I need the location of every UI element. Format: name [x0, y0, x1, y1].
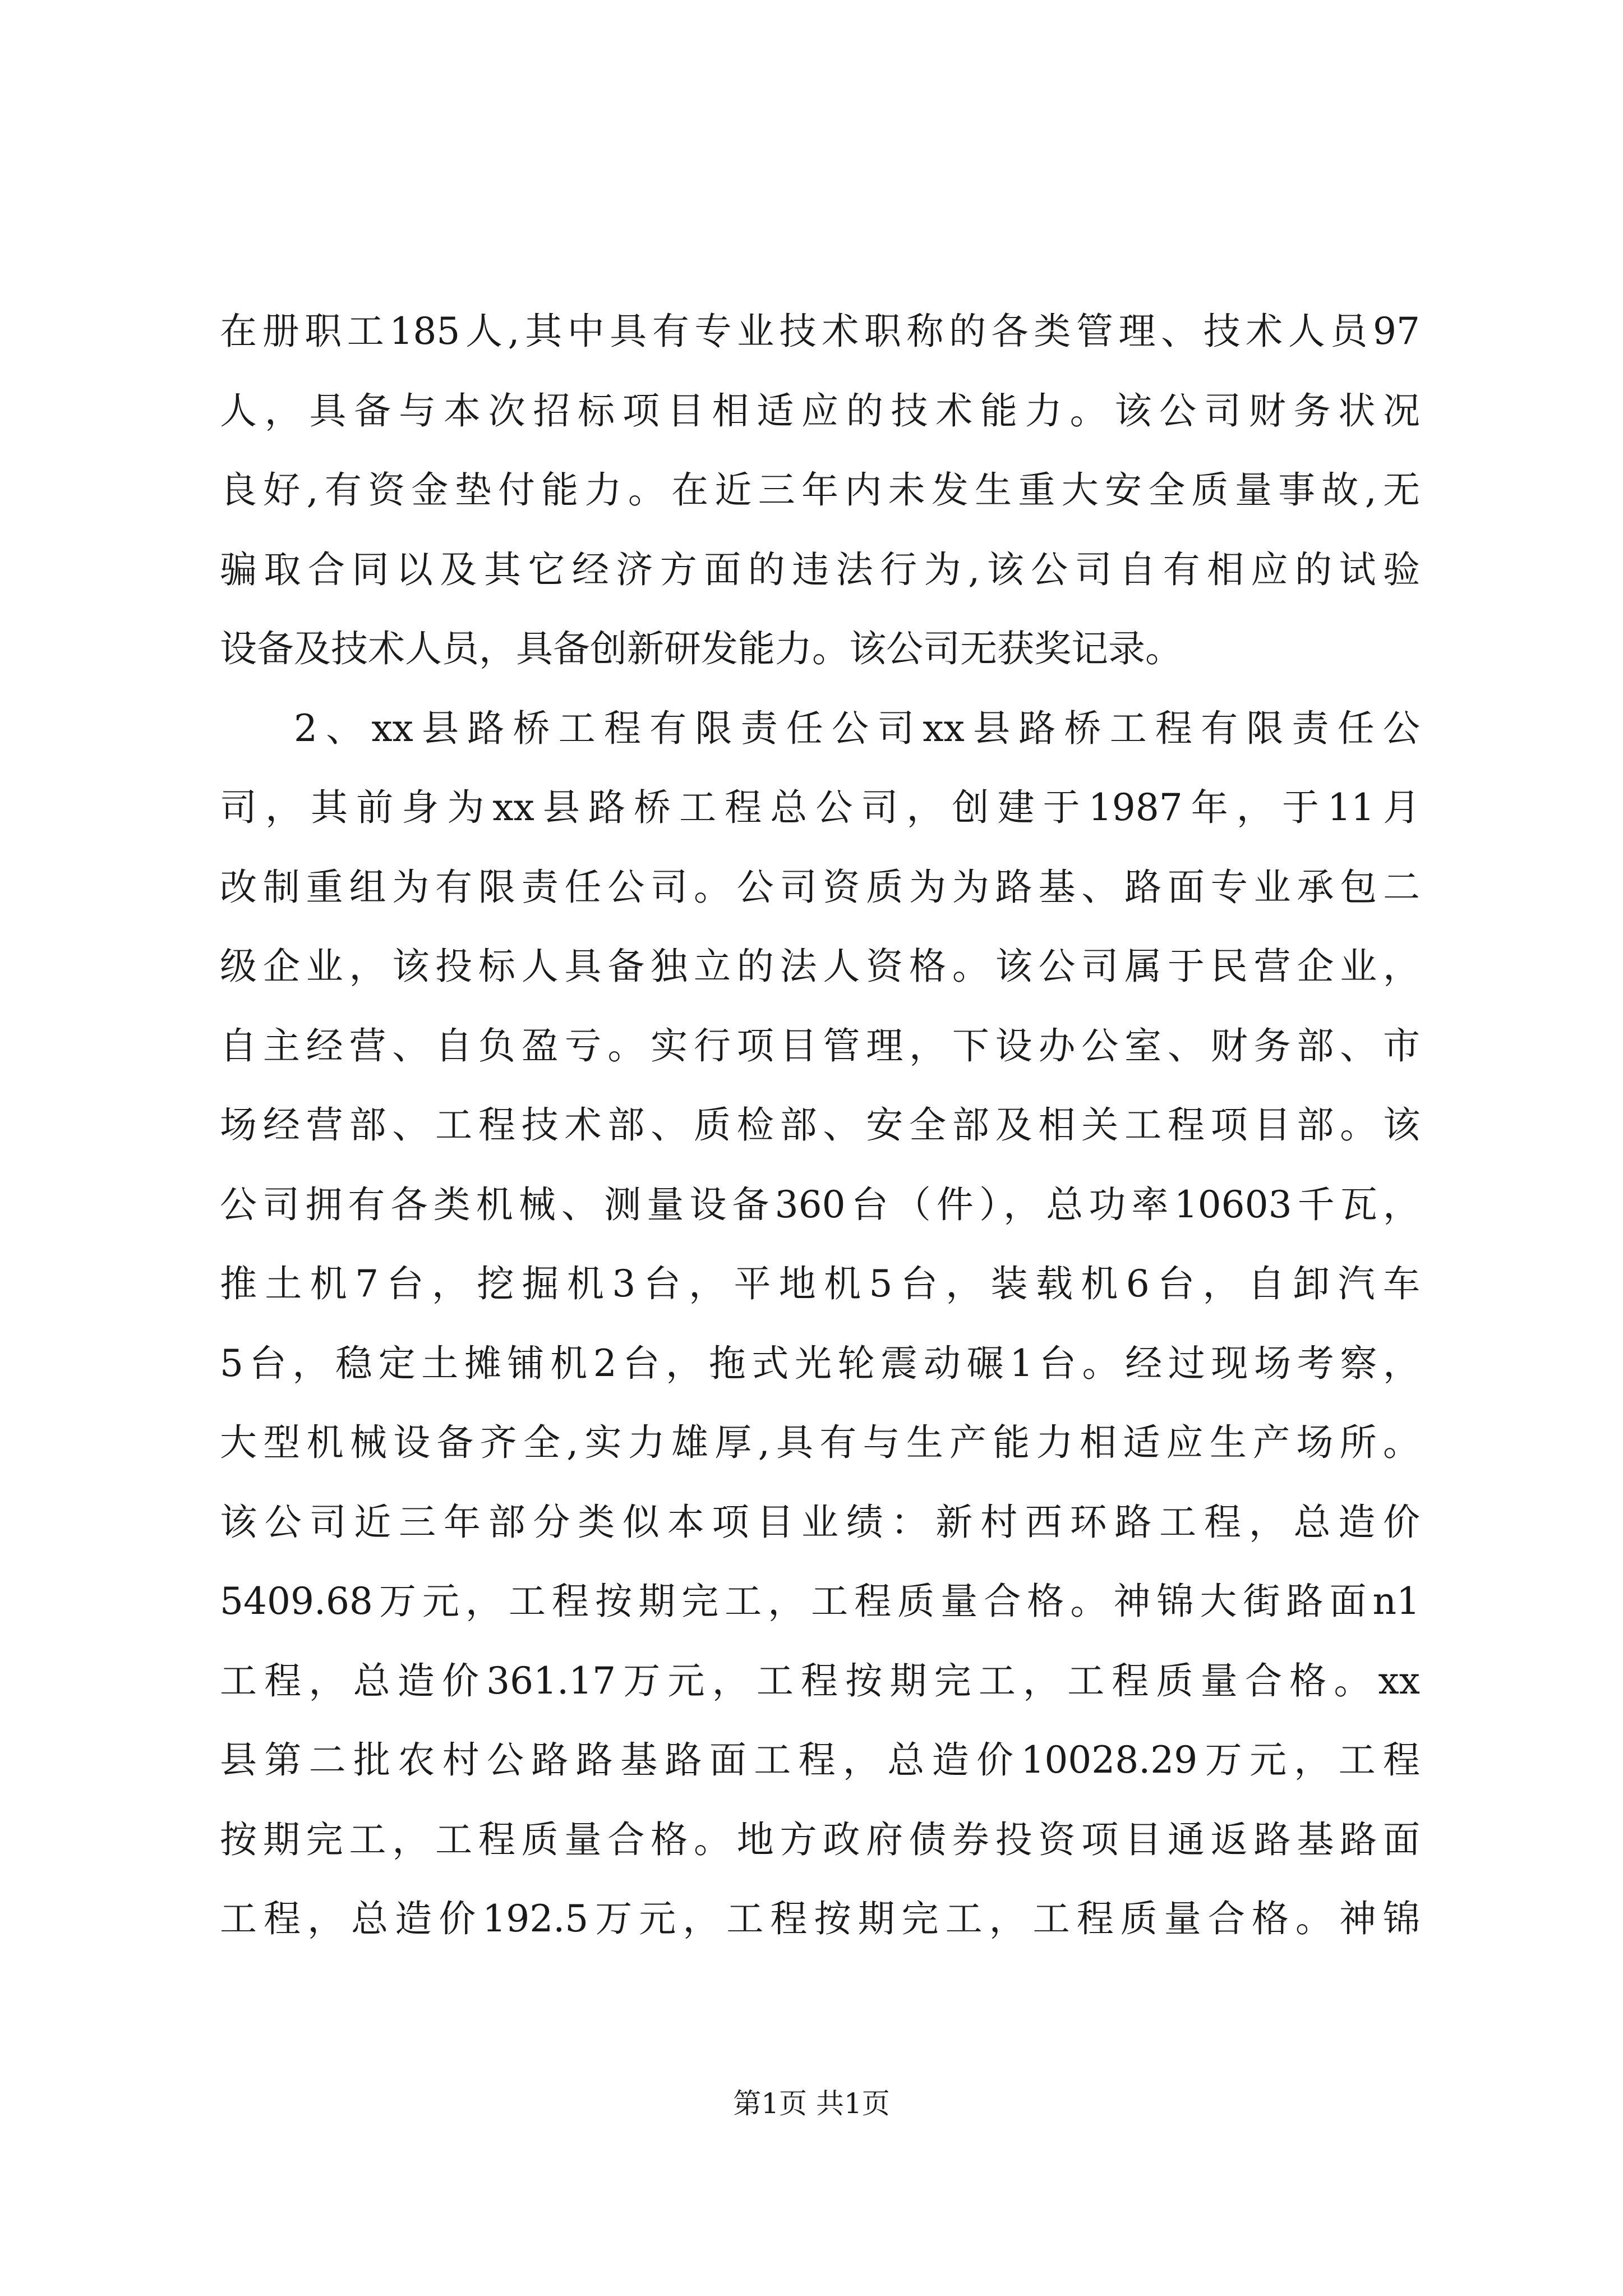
text-line: 该公司近三年部分类似本项目业绩：新村西环路工程，总造价	[220, 1500, 1420, 1544]
text-line: 大型机械设备齐全,实力雄厚,具有与生产能力相适应生产场所。	[220, 1421, 1420, 1464]
text-line: 改制重组为有限责任公司。公司资质为为路基、路面专业承包二	[220, 865, 1420, 909]
text-line: 司，其前身为xx县路桥工程总公司，创建于1987年，于11月	[220, 786, 1420, 829]
text-line: 自主经营、自负盈亏。实行项目管理，下设办公室、财务部、市	[220, 1024, 1420, 1068]
text-line: 级企业，该投标人具备独立的法人资格。该公司属于民营企业，	[220, 945, 1420, 988]
text-line: 2、xx县路桥工程有限责任公司xx县路桥工程有限责任公	[294, 706, 1420, 750]
text-line: 县第二批农村公路路基路面工程，总造价10028.29万元，工程	[220, 1738, 1420, 1782]
text-line: 工程，总造价361.17万元，工程按期完工，工程质量合格。xx	[220, 1659, 1420, 1703]
page-number-footer: 第1页 共1页	[733, 2087, 890, 2120]
text-line: 工程，总造价192.5万元，工程按期完工，工程质量合格。神锦	[220, 1897, 1420, 1940]
text-line: 良好,有资金垫付能力。在近三年内未发生重大安全质量事故,无	[220, 468, 1420, 512]
text-line: 公司拥有各类机械、测量设备360台（件），总功率10603千瓦，	[220, 1182, 1420, 1226]
text-line: 人，具备与本次招标项目相适应的技术能力。该公司财务状况	[220, 389, 1420, 432]
text-line: 推土机7台，挖掘机3台，平地机5台，装载机6台，自卸汽车	[220, 1262, 1420, 1305]
text-line: 5409.68万元，工程按期完工，工程质量合格。神锦大街路面n1	[220, 1580, 1420, 1623]
paragraph-1	[220, 292, 1420, 689]
text-line: 设备及技术人员，具备创新研发能力。该公司无获奖记录。	[220, 627, 1182, 670]
paragraph-2	[220, 689, 1420, 1959]
text-line: 5台，稳定土摊铺机2台，拖式光轮震动碾1台。经过现场考察，	[220, 1341, 1420, 1385]
document-body	[220, 292, 1420, 1959]
text-line: 骗取合同以及其它经济方面的违法行为,该公司自有相应的试验	[220, 547, 1420, 591]
text-line: 场经营部、工程技术部、质检部、安全部及相关工程项目部。该	[220, 1103, 1420, 1147]
text-line: 在册职工185人,其中具有专业技术职称的各类管理、技术人员97	[220, 310, 1420, 353]
text-line: 按期完工，工程质量合格。地方政府债券投资项目通返路基路面	[220, 1818, 1420, 1861]
